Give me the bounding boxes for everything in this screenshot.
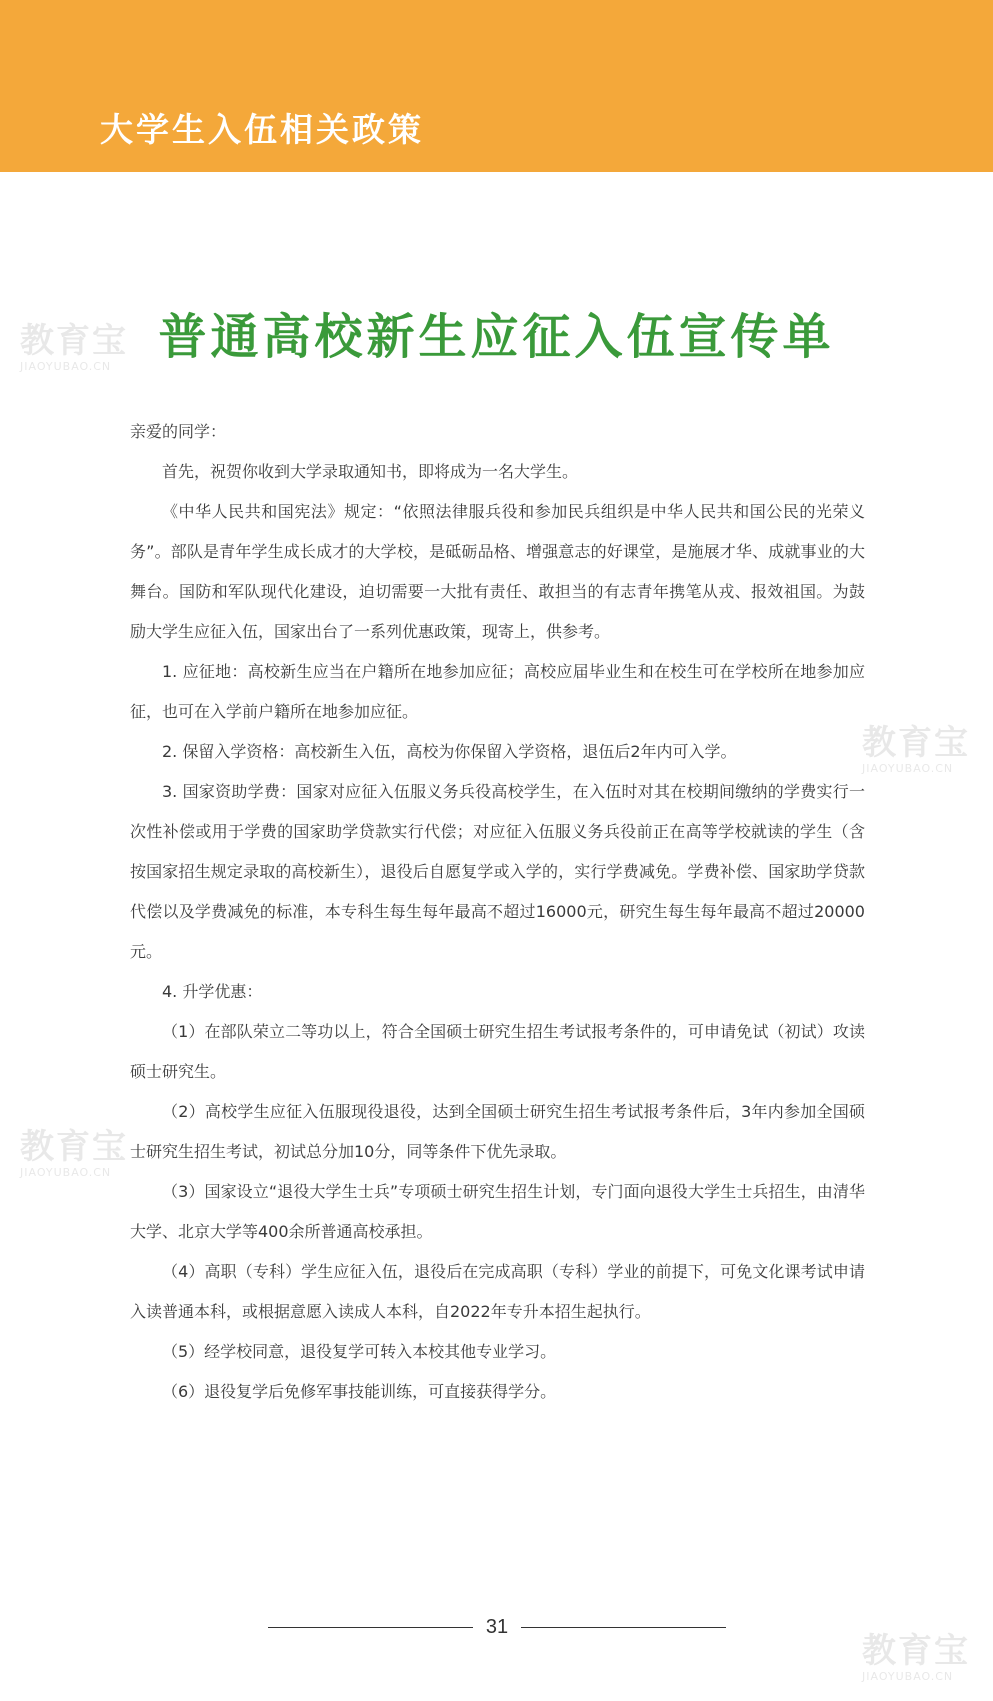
watermark-text: 教育宝 [20,1127,128,1167]
watermark-logo [20,322,140,382]
footer-divider-left [268,1627,473,1628]
header-band [0,0,993,172]
paragraph-congrats: 首先，祝贺你收到大学录取通知书，即将成为一名大学生。 [162,462,579,481]
policy-subitem-2: （2）高校学生应征入伍服现役退役，达到全国硕士研究生招生考试报考条件后，3年内参加全国硕士研究生招生考试，初试总分加10分，同等条件下优先录取。 [130,1102,865,1161]
watermark-url: JIAOYUBAO.CN [20,1166,112,1179]
watermark-url: JIAOYUBAO.CN [862,1670,954,1683]
policy-subitem-1: （1）在部队荣立二等功以上，符合全国硕士研究生招生考试报考条件的，可申请免试（初试）攻读硕士研究生。 [130,1022,865,1081]
watermark-text: 教育宝 [20,321,128,361]
header-title: 大学生入伍相关政策 [100,110,424,149]
watermark-url: JIAOYUBAO.CN [862,762,954,775]
policy-item-3: 3. 国家资助学费：国家对应征入伍服义务兵役高校学生，在入伍时对其在校期间缴纳的学费实行一次性补偿或用于学费的国家助学贷款实行代偿；对应征入伍服义务兵役前正在高等学校就读的学生（含按国家招生规定录取的高校新生），退役后自愿复学或入学的，实行学费减免。学费补偿、国家助学贷款代偿以及学费减免的标准，本专科生每生每年最高不超过16000元，研究生每生每年最高不超过20000元。 [130,782,865,961]
page-number: 31 [485,1616,509,1638]
page-footer [0,1612,993,1644]
policy-item-4: 4. 升学优惠： [162,982,263,1001]
paragraph-constitution: 《中华人民共和国宪法》规定：“依照法律服兵役和参加民兵组织是中华人民共和国公民的光荣义务”。部队是青年学生成长成才的大学校，是砥砺品格、增强意志的好课堂，是施展才华、成就事业的大舞台。国防和军队现代化建设，迫切需要一大批有责任、敢担当的有志青年携笔从戎、报效祖国。为鼓励大学生应征入伍，国家出台了一系列优惠政策，现寄上，供参考。 [130,502,865,641]
watermark-url: JIAOYUBAO.CN [20,360,112,373]
watermark-logo [20,1128,140,1188]
document-body [130,412,865,1412]
policy-item-1: 1. 应征地：高校新生应当在户籍所在地参加应征；高校应届毕业生和在校生可在学校所在地参加应征，也可在入学前户籍所在地参加应征。 [130,662,865,721]
watermark-text: 教育宝 [862,1631,970,1671]
policy-subitem-3: （3）国家设立“退役大学生士兵”专项硕士研究生招生计划，专门面向退役大学生士兵招生，由清华大学、北京大学等400余所普通高校承担。 [130,1182,865,1241]
policy-subitem-4: （4）高职（专科）学生应征入伍，退役后在完成高职（专科）学业的前提下，可免文化课考试申请入读普通本科，或根据意愿入读成人本科，自2022年专升本招生起执行。 [130,1262,865,1321]
greeting: 亲爱的同学： [130,422,227,441]
footer-divider-right [521,1627,726,1628]
policy-item-2: 2. 保留入学资格：高校新生入伍，高校为你保留入学资格，退伍后2年内可入学。 [162,742,737,761]
policy-subitem-6: （6）退役复学后免修军事技能训练，可直接获得学分。 [162,1382,557,1401]
document-title: 普通高校新生应征入伍宣传单 [158,309,835,365]
watermark-text: 教育宝 [862,723,970,763]
watermark-logo [862,724,982,784]
policy-subitem-5: （5）经学校同意，退役复学可转入本校其他专业学习。 [162,1342,557,1361]
